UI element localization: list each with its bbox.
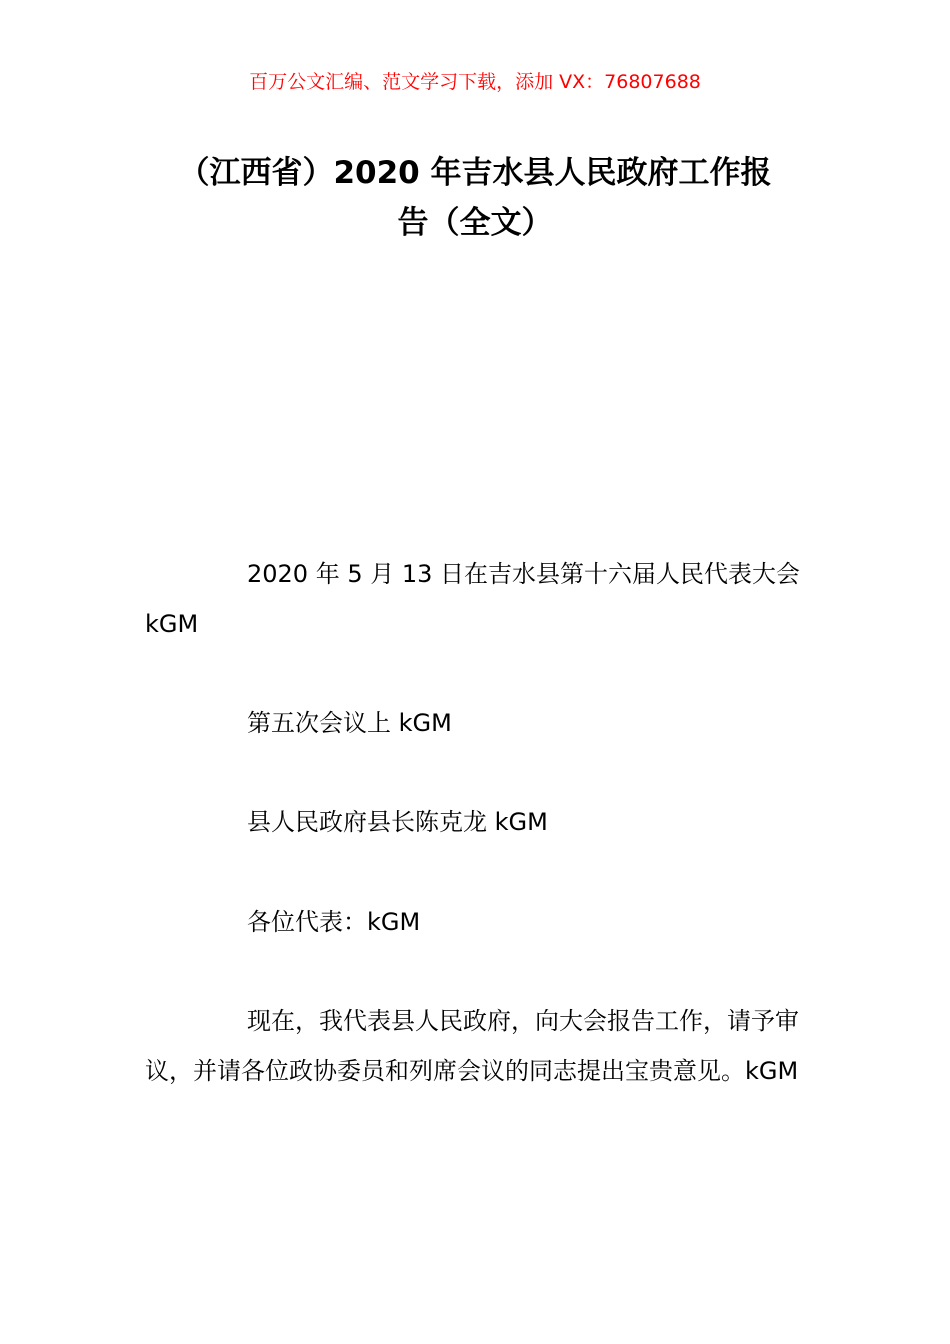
paragraph-meeting-date: 2020 年 5 月 13 日在吉水县第十六届人民代表大会 kGM: [145, 560, 801, 638]
paragraph-session: 第五次会议上 kGM: [247, 709, 452, 737]
document-title-line-1: （江西省）2020 年吉水县人民政府工作报: [178, 155, 772, 191]
paragraph-speaker: 县人民政府县长陈克龙 kGM: [247, 808, 548, 836]
document-title-line-2: 告（全文）: [397, 205, 553, 241]
paragraph-opening: 现在，我代表县人民政府，向大会报告工作，请予审议，并请各位政协委员和列席会议的同志提出宝贵意见。kGM: [145, 1007, 799, 1085]
document-title: [0, 148, 950, 248]
header-note: 百万公文汇编、范文学习下载，添加 VX：76807688: [249, 71, 701, 93]
paragraph-salutation: 各位代表：kGM: [247, 908, 421, 936]
